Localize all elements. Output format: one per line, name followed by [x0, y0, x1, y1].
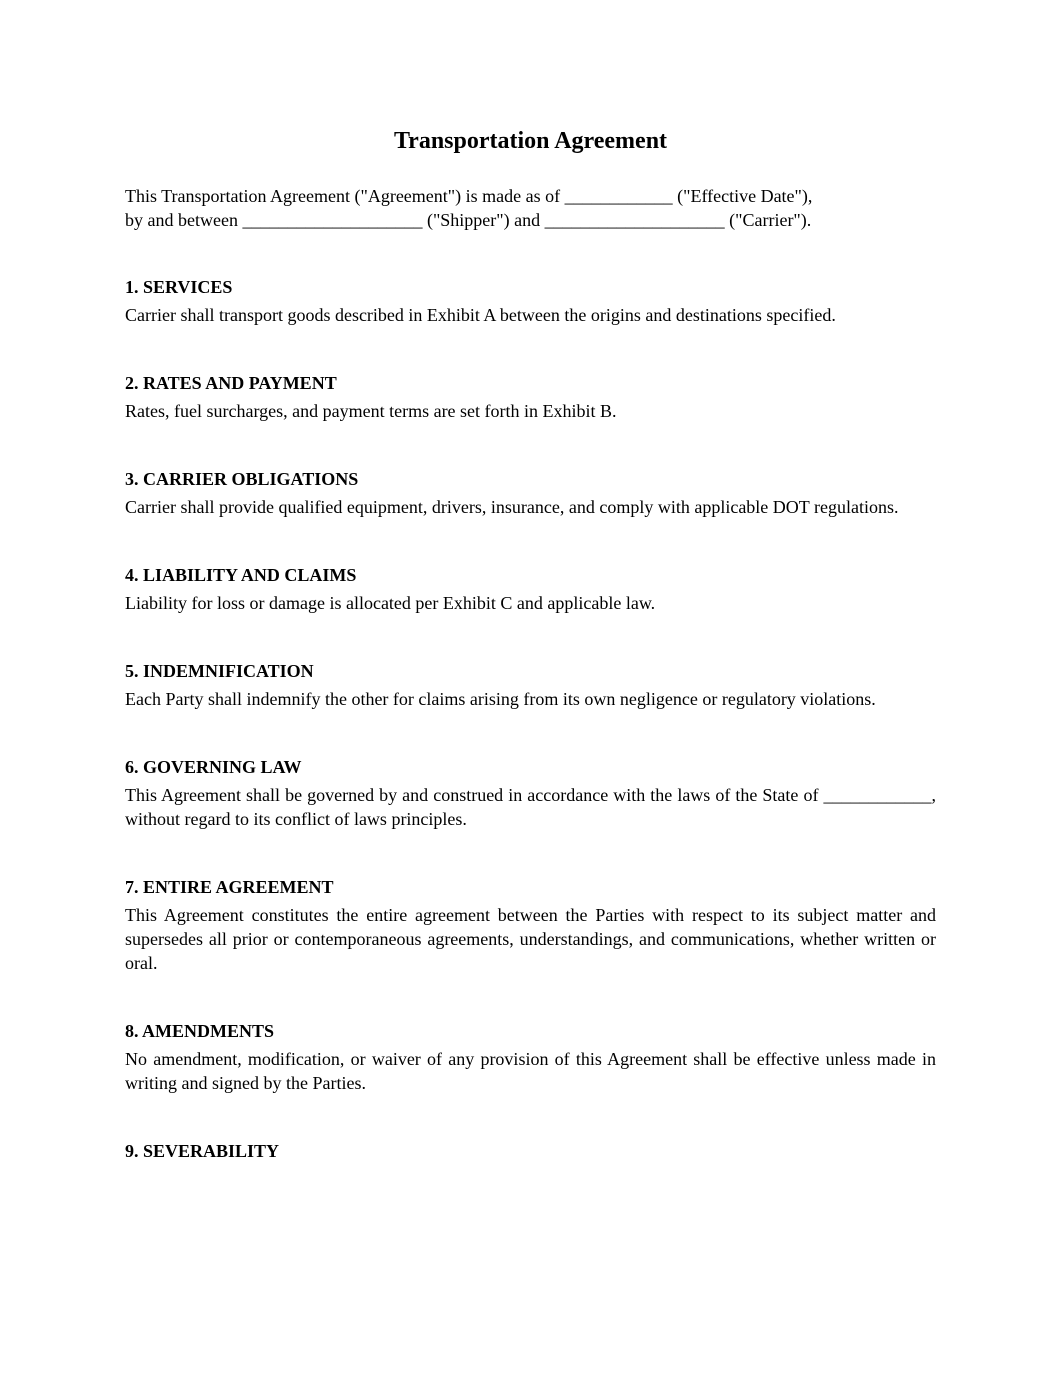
section-heading: 2. RATES AND PAYMENT	[125, 373, 337, 393]
section-heading: 4. LIABILITY AND CLAIMS	[125, 565, 357, 585]
section-heading: 6. GOVERNING LAW	[125, 757, 302, 777]
section-body: This Agreement constitutes the entire agreement between the Parties with respect to its subject matter and supersedes all prior or contemporaneous agreements, understandings, and communications, whether written or oral.	[125, 905, 936, 973]
intro-paragraph	[125, 184, 936, 232]
section-carrier-obligations	[125, 467, 936, 519]
section-severability	[125, 1139, 936, 1163]
section-body: Carrier shall transport goods described in Exhibit A between the origins and destinations specified.	[125, 305, 836, 325]
document-page	[125, 124, 936, 1167]
document-title: Transportation Agreement	[393, 128, 668, 154]
section-heading: 7. ENTIRE AGREEMENT	[125, 877, 334, 897]
section-liability-and-claims	[125, 563, 936, 615]
section-services	[125, 275, 936, 327]
intro-line-2: by and between ____________________ ("Shipper") and ____________________ ("Carrier").	[125, 210, 812, 230]
section-heading: 3. CARRIER OBLIGATIONS	[125, 469, 359, 489]
intro-line-1: This Transportation Agreement ("Agreement") is made as of ____________ ("Effective Date"),	[125, 186, 813, 206]
section-rates-and-payment	[125, 371, 936, 423]
section-heading: 5. INDEMNIFICATION	[125, 661, 314, 681]
section-governing-law	[125, 755, 936, 831]
section-heading: 1. SERVICES	[125, 277, 233, 297]
section-heading: 9. SEVERABILITY	[125, 1141, 280, 1161]
section-amendments	[125, 1019, 936, 1095]
section-body: No amendment, modification, or waiver of any provision of this Agreement shall be effective unless made in writing and signed by the Parties.	[125, 1049, 936, 1093]
section-body: This Agreement shall be governed by and construed in accordance with the laws of the State of ____________, without regard to its conflict of laws principles.	[125, 785, 936, 829]
section-body: Each Party shall indemnify the other for claims arising from its own negligence or regulatory violations.	[125, 689, 876, 709]
section-body: Rates, fuel surcharges, and payment terms are set forth in Exhibit B.	[125, 401, 617, 421]
section-entire-agreement	[125, 875, 936, 975]
section-body: Liability for loss or damage is allocated per Exhibit C and applicable law.	[125, 593, 656, 613]
section-body: Carrier shall provide qualified equipment, drivers, insurance, and comply with applicable DOT regulations.	[125, 497, 899, 517]
section-indemnification	[125, 659, 936, 711]
section-heading: 8. AMENDMENTS	[125, 1021, 275, 1041]
